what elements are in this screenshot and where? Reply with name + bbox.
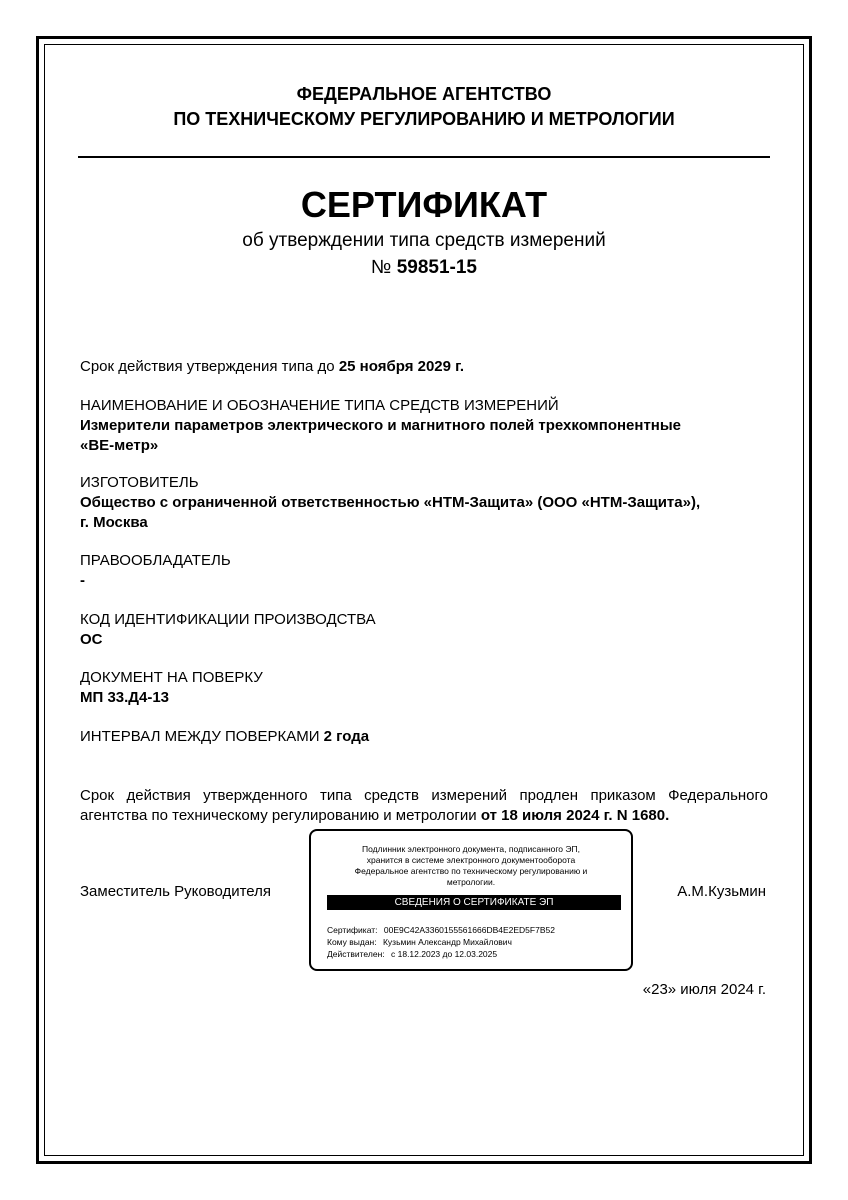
- stamp-notice-line-2: хранится в системе электронного документооборота: [366, 855, 576, 865]
- manufacturer-line-2: г. Москва: [80, 514, 148, 531]
- stamp-valid-label: Действителен:: [327, 949, 385, 959]
- stamp-banner: СВЕДЕНИЯ О СЕРТИФИКАТЕ ЭП: [327, 895, 621, 910]
- verification-doc-section: [80, 668, 770, 708]
- manufacturer-section: [80, 473, 770, 533]
- interval-label: ИНТЕРВАЛ МЕЖДУ ПОВЕРКАМИ: [80, 728, 320, 745]
- type-name-heading: НАИМЕНОВАНИЕ И ОБОЗНАЧЕНИЕ ТИПА СРЕДСТВ ИЗМЕРЕНИЙ: [80, 397, 559, 414]
- extension-paragraph: [80, 786, 768, 826]
- number-prefix: №: [371, 257, 392, 278]
- manufacturer-line-1: Общество с ограниченной ответственностью «НТМ-Защита» (ООО «НТМ-Защита»),: [80, 494, 701, 511]
- stamp-cert-value: 00E9C42A3360155561666DB4E2ED5F7B52: [383, 925, 555, 935]
- stamp-notice-line-1: Подлинник электронного документа, подписанного ЭП,: [362, 844, 580, 854]
- stamp-notice-line-3: Федеральное агентство по техническому регулированию и: [354, 866, 588, 876]
- production-code-heading: КОД ИДЕНТИФИКАЦИИ ПРОИЗВОДСТВА: [80, 611, 376, 628]
- type-name-section: [80, 396, 770, 456]
- stamp-cert-row: [327, 925, 555, 936]
- extension-order: от 18 июля 2024 г. N 1680.: [480, 807, 670, 824]
- stamp-notice-line-4: метрологии.: [446, 877, 496, 887]
- certificate-number: [80, 257, 768, 279]
- stamp-cert-label: Сертификат:: [327, 925, 378, 935]
- signatory-name: А.М.Кузьмин: [677, 883, 766, 900]
- header-divider: [78, 156, 770, 158]
- rights-holder-section: [80, 551, 770, 591]
- signatory-position: Заместитель Руководителя: [80, 883, 272, 900]
- agency-line-2: ПО ТЕХНИЧЕСКОМУ РЕГУЛИРОВАНИЮ И МЕТРОЛОГИИ: [173, 109, 675, 129]
- stamp-valid-row: [327, 949, 497, 960]
- production-code-value: ОС: [80, 631, 103, 648]
- manufacturer-heading: ИЗГОТОВИТЕЛЬ: [80, 474, 199, 491]
- stamp-notice: [323, 844, 619, 888]
- interval-line: [80, 727, 770, 747]
- verification-doc-heading: ДОКУМЕНТ НА ПОВЕРКУ: [80, 669, 263, 686]
- certificate-subtitle: об утверждении типа средств измерений: [242, 230, 606, 251]
- stamp-issued-value: Кузьмин Александр Михайлович: [382, 937, 512, 947]
- verification-doc-value: МП 33.Д4-13: [80, 689, 170, 706]
- stamp-issued-row: [327, 937, 512, 948]
- interval-value: 2 года: [323, 728, 370, 745]
- validity-line: [80, 357, 770, 377]
- type-name-line-1: Измерители параметров электрического и магнитного полей трехкомпонентные: [80, 417, 681, 434]
- certificate-title: СЕРТИФИКАТ: [300, 184, 548, 225]
- number-value: 59851-15: [396, 257, 477, 278]
- extension-text: Срок действия утвержденного типа средств измерений продлен приказом Федерального агентства по техническому регулированию и метрологии: [80, 787, 768, 824]
- agency-line-1: ФЕДЕРАЛЬНОЕ АГЕНТСТВО: [296, 84, 552, 104]
- rights-holder-heading: ПРАВООБЛАДАТЕЛЬ: [80, 552, 231, 569]
- stamp-valid-value: с 18.12.2023 до 12.03.2025: [391, 949, 498, 959]
- rights-holder-value: -: [80, 572, 85, 589]
- production-code-section: [80, 610, 770, 650]
- electronic-signature-stamp: [309, 829, 633, 971]
- stamp-issued-label: Кому выдан:: [327, 937, 377, 947]
- issue-date: «23» июля 2024 г.: [642, 981, 766, 998]
- type-name-line-2: «ВЕ-метр»: [80, 437, 159, 454]
- agency-header: [80, 82, 768, 132]
- validity-value: 25 ноября 2029 г.: [338, 358, 465, 375]
- validity-label: Срок действия утверждения типа до: [80, 358, 335, 375]
